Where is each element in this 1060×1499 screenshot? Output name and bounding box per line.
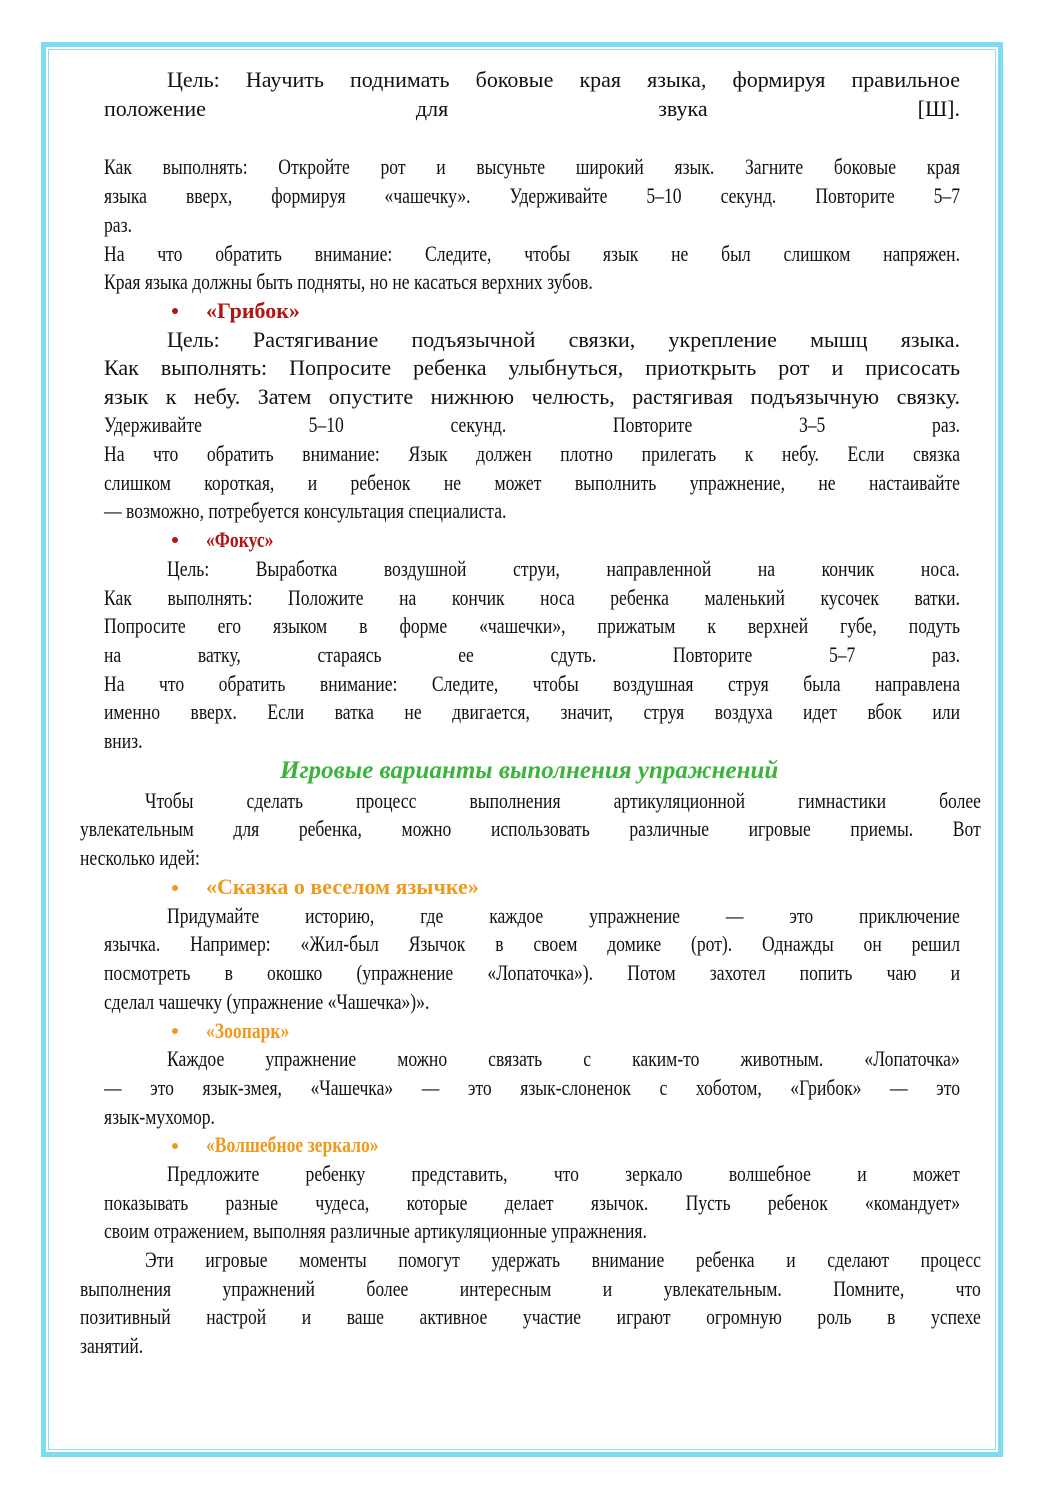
game-title: «Сказка о веселом язычке» [206,874,479,899]
paragraph-line: язычка. Например: «Жил-был Язычок в своем домике (рот). Однажды он решил [104,931,960,956]
paragraph-line: посмотреть в окошко (упражнение «Лопаточка»). Потом захотел попить чаю и [104,960,960,985]
paragraph-line: слишком короткая, и ребенок не может выполнить упражнение, не настаивайте [104,470,960,495]
paragraph-line: Как выполнять: Попросите ребенка улыбнуться, приоткрыть рот и присосать [104,355,960,380]
exercise-title: «Фокус» [206,527,274,552]
paragraph-line: раз. [104,212,132,237]
paragraph-line: Чтобы сделать процесс выполнения артикуляционной гимнастики более [145,788,981,813]
exercise-title: «Грибок» [206,298,300,323]
paragraph-line: — возможно, потребуется консультация специалиста. [104,498,507,523]
paragraph-line: именно вверх. Если ватка не двигается, значит, струя воздуха идет вбок или [104,699,960,724]
paragraph-line: выполнения упражнений более интересным и увлекательным. Помните, что [80,1276,981,1301]
paragraph-line: — это язык-змея, «Чашечка» — это язык-слоненок с хоботом, «Грибок» — это [104,1075,960,1100]
bullet-icon [172,537,178,543]
paragraph-line: занятий. [80,1333,144,1358]
paragraph-line: языка вверх, формируя «чашечку». Удерживайте 5–10 секунд. Повторите 5–7 [104,183,960,208]
game-title: «Волшебное зеркало» [206,1132,379,1157]
paragraph-line: Каждое упражнение можно связать с каким-то животным. «Лопаточка» [167,1046,960,1071]
paragraph-line: увлекательным для ребенка, можно использовать различные игровые приемы. Вот [80,816,981,841]
paragraph-line: Придумайте историю, где каждое упражнение — это приключение [167,903,960,928]
paragraph-line: На что обратить внимание: Следите, чтобы язык не был слишком напряжен. [104,241,960,266]
paragraph-line: На что обратить внимание: Следите, чтобы воздушная струя была направлена [104,671,960,696]
paragraph-line: Эти игровые моменты помогут удержать внимание ребенка и сделают процесс [145,1247,981,1272]
paragraph-line: своим отражением, выполняя различные артикуляционные упражнения. [104,1218,647,1243]
paragraph-line: вниз. [104,728,143,753]
paragraph-line: На что обратить внимание: Язык должен плотно прилегать к небу. Если связка [104,441,960,466]
paragraph-line: позитивный настрой и ваше активное участие играют огромную роль в успехе [80,1304,981,1329]
paragraph-line: сделал чашечку (упражнение «Чашечка»)». [104,989,430,1014]
bullet-icon [172,1143,178,1149]
paragraph-line: Как выполнять: Положите на кончик носа ребенка маленький кусочек ватки. [104,585,960,610]
bullet-icon [172,885,178,891]
paragraph-line: Попросите его языком в форме «чашечки», прижатым к верхней губе, подуть [104,613,960,638]
section-heading: Игровые варианты выполнения упражнений [280,757,779,784]
paragraph-line: Цель: Растягивание подъязычной связки, укрепление мышц языка. [167,327,960,352]
paragraph-line: Предложите ребенку представить, что зеркало волшебное и может [167,1161,960,1186]
paragraph-line: Цель: Выработка воздушной струи, направленной на кончик носа. [167,556,960,581]
paragraph-line: Как выполнять: Откройте рот и высуньте широкий язык. Загните боковые края [104,154,960,179]
game-title: «Зоопарк» [206,1018,290,1043]
paragraph-line: Удерживайте 5–10 секунд. Повторите 3–5 раз. [104,412,960,437]
paragraph-line: на ватку, стараясь ее сдуть. Повторите 5–7 раз. [104,642,960,667]
paragraph-line: Края языка должны быть подняты, но не касаться верхних зубов. [104,269,593,294]
paragraph-line: показывать разные чудеса, которые делает язычок. Пусть ребенок «командует» [104,1190,960,1215]
paragraph-line: язык к небу. Затем опустите нижнюю челюсть, растягивая подъязычную связку. [104,384,960,409]
paragraph-line: язык-мухомор. [104,1104,215,1129]
paragraph-line: Цель: Научить поднимать боковые края языка, формируя правильное [167,67,960,92]
paragraph-line: несколько идей: [80,845,200,870]
bullet-icon [172,1028,178,1034]
paragraph-line: положение для звука [Ш]. [104,96,960,121]
bullet-icon [172,308,178,314]
